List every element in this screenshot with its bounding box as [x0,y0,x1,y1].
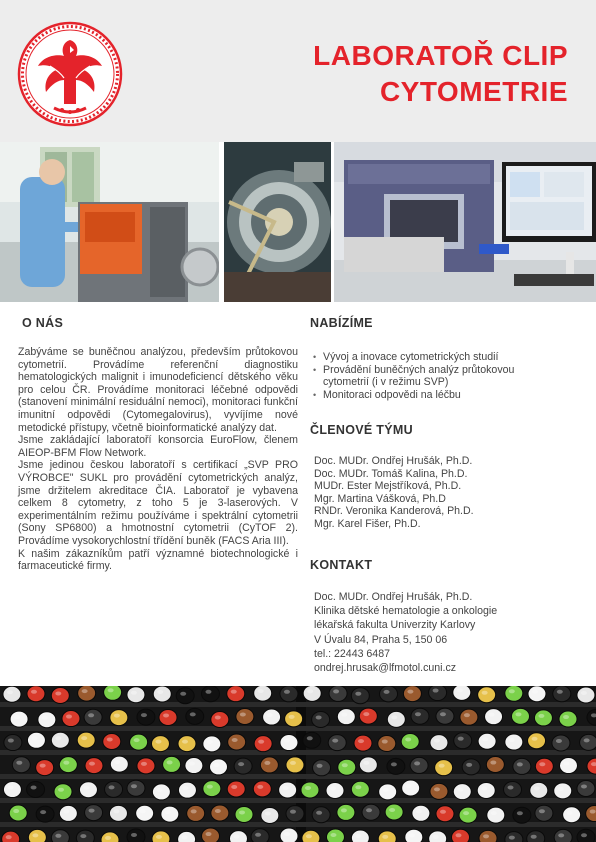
contact-heading: KONTAKT [310,558,373,572]
photo-strip [0,142,596,302]
contact-block [314,590,584,675]
contact-phone: tel.: 22443 6487 [314,647,390,660]
team-member: Mgr. Karel Fišer, Ph.D. [314,517,421,530]
cytometer-workstation-photo [334,142,596,302]
team-member: Doc. MUDr. Tomáš Kalina, Ph.D. [314,467,468,480]
service-item: • Monitoraci odpovědi na léčbu [313,389,535,402]
instrument-interior-photo [224,142,331,302]
team-member: Doc. MUDr. Ondřej Hrušák, Ph.D. [314,455,473,467]
sample-tubes-image [0,686,596,842]
about-text [18,346,298,573]
team-heading: ČLENOVÉ TÝMU [310,423,413,437]
title-line-1: LABORATOŘ CLIP [313,40,568,71]
team-list [314,455,584,531]
team-member: MUDr. Ester Mejstříková, Ph.D. [314,480,462,493]
service-item: • Provádění buněčných analýz průtokovou cytometrií (i v režimu SVP) [313,364,535,389]
about-paragraph-1: Zabýváme se buněčnou analýzou, především průtokovou cytometrií. Provádíme referenční diagnostiku hematologických malignit i imunodeficiencí dětského věku pro celou ČR. Provádíme monitoraci léčebné odpovědi (stanovení minimální residuální nemoci), monitoraci funkční imunitní odpovědi (Cytomegalovirus), vyvíjíme nové metodické přístupy, včetně bioinformatické analýzy dat. [18,346,298,434]
services-heading: NABÍZÍME [310,316,373,330]
about-heading: O NÁS [22,316,64,330]
page-title [313,38,568,110]
pelican-crest-logo [16,20,124,128]
team-member: Mgr. Martina Vášková, Ph.D [314,492,446,505]
header-band [0,0,596,142]
sample-tubes-photo [0,686,596,842]
about-paragraph-3: Jsme jedinou českou laboratoří s certifikací „SVP PRO VÝROBCE" SUKL pro provádění cytometrických analýz, jsme držitelem akreditace ČIA. Laboratoř je vybavena celkem 8 cytometry, z toho 5 je 3-laserových. V experimentálním režimu používáme i spektrální cytometrii (Sony SP6800) a hmotnostní cytometrii (CyTOF 2). Provádíme vysokorychlostní třídění buněk (FACS Aria III). [18,459,298,547]
services-list [313,351,535,401]
team-member: RNDr. Veronika Kanderová, Ph.D. [314,505,474,518]
lab-technician-photo [0,142,219,302]
contact-address: V Úvalu 84, Praha 5, 150 06 [314,633,448,646]
contact-email[interactable]: ondrej.hrusak@lfmotol.cuni.cz [314,662,457,675]
contact-faculty: lékařská fakulta Univerzity Karlovy [314,619,476,632]
title-line-2: CYTOMETRIE [379,76,568,107]
about-paragraph-2: Jsme zakládající laboratoří konsorcia EuroFlow, členem AIEOP-BFM Flow Network. [18,434,298,459]
contact-department: Klinika dětské hematologie a onkologie [314,605,498,618]
about-paragraph-4: K našim zákazníkům patří významné biotechnologické i farmaceutické firmy. [18,547,298,573]
service-item: • Vývoj a inovace cytometrických studií [313,351,535,364]
contact-name: Doc. MUDr. Ondřej Hrušák, Ph.D. [314,591,473,603]
